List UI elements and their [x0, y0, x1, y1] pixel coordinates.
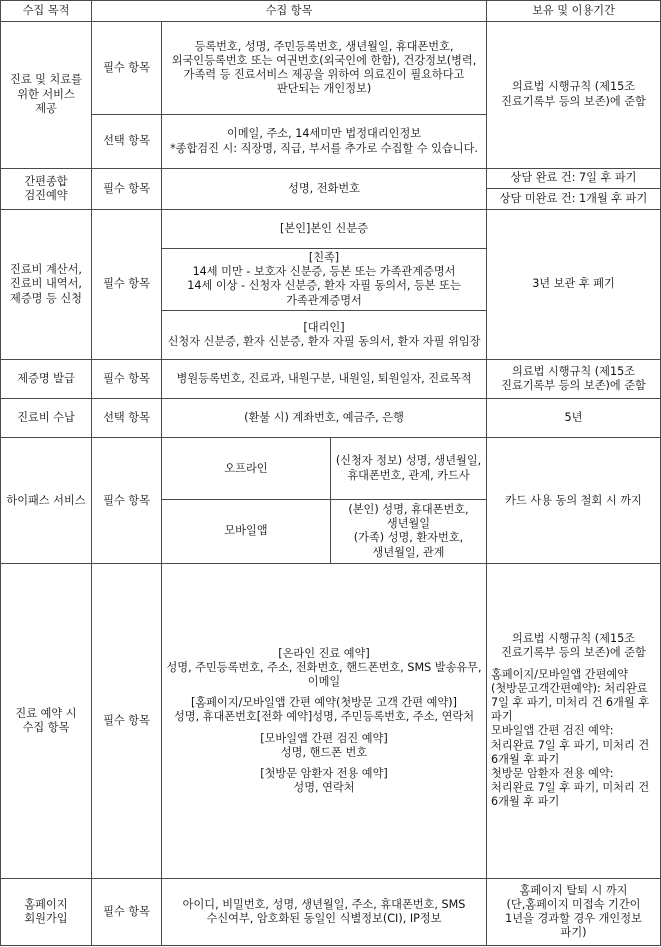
items-certificate: 병원등록번호, 진료과, 내원구분, 내원일, 퇴원일자, 진료목적 [162, 360, 487, 399]
optional-items: 이메일, 주소, 14세미만 법정대리인정보 [226, 127, 422, 141]
header-purpose: 수집 목적 [1, 1, 92, 22]
label-required: 필수 항목 [92, 563, 162, 878]
items-payment: (환불 시) 계좌번호, 예금주, 은행 [162, 399, 487, 438]
family-title: [친족] [308, 250, 340, 264]
items-treatment-optional [162, 115, 487, 169]
label-required: 필수 항목 [92, 168, 162, 209]
items-hipass-offline: (신청자 정보) 성명, 생년월일, 휴대폰번호, 관계, 카드사 [331, 438, 487, 500]
items-billing-family [162, 249, 487, 311]
online-items: 성명, 주민등록번호, 주소, 전화번호, 핸드폰번호, SMS 발송유무, 이메일 [166, 660, 482, 688]
row-payment [1, 399, 661, 438]
purpose-checkup: 간편종합 검진예약 [1, 168, 92, 209]
label-required: 필수 항목 [92, 438, 162, 564]
period-membership [487, 878, 661, 945]
row-checkup [1, 168, 661, 189]
family-under-14: 14세 미만 - 보호자 신분증, 등본 또는 가족관계증명서 [192, 265, 456, 279]
label-optional: 선택 항목 [92, 399, 162, 438]
purpose-certificate: 제증명 발급 [1, 360, 92, 399]
label-required: 필수 항목 [92, 878, 162, 945]
period-law: 의료법 시행규칙 (제15조 진료기록부 등의 보존)에 준함 [501, 632, 646, 660]
hipass-offline-label: 오프라인 [162, 438, 331, 500]
header-items: 수집 항목 [92, 1, 487, 22]
hipass-mobile-label: 모바일앱 [162, 500, 331, 564]
homepage-title: [홈페이지/모바일앱 간편 예약(첫방문 고객 간편 예약)] [191, 696, 457, 710]
purpose-reservation: 진료 예약 시 수집 항목 [1, 563, 92, 878]
agent-title: [대리인] [303, 320, 345, 334]
period-hipass: 카드 사용 동의 철회 시 까지 [487, 438, 661, 564]
period-checkup-done: 상담 완료 건: 7일 후 파기 [487, 168, 661, 189]
label-required: 필수 항목 [92, 21, 162, 115]
label-required: 필수 항목 [92, 360, 162, 399]
items-treatment-required: 등록번호, 성명, 주민등록번호, 생년월일, 휴대폰번호, 외국인등록번호 또는 여권번호(외국인에 한함), 건강정보(병력, 가족력 등 진료서비스 제공을 위하여 의료진이 필요하다고 판단되는 개인정보) [162, 21, 487, 115]
row-billing [1, 209, 661, 248]
online-title: [온라인 진료 예약] [278, 646, 370, 660]
period-inactive: (단,홈페이지 미접속 기간이 1년을 경과할 경우 개인정보 파기) [505, 897, 642, 940]
header-period: 보유 및 이용기간 [487, 1, 661, 22]
period-mobile: 모바일앱 간편 검진 예약:처리완료 7일 후 파기, 미처리 건 6개월 후 파기 [491, 724, 650, 766]
cancer-items: 성명, 연락처 [293, 781, 355, 795]
purpose-hipass: 하이패스 서비스 [1, 438, 92, 564]
row-treatment [1, 21, 661, 115]
items-reservation [162, 563, 487, 878]
purpose-payment: 진료비 수납 [1, 399, 92, 438]
items-billing-agent [162, 310, 487, 359]
mobile-self: (본인) 성명, 휴대폰번호, 생년월일 [348, 503, 469, 531]
period-billing: 3년 보관 후 폐기 [487, 209, 661, 359]
agent-items: 신청자 신분증, 환자 신분증, 환자 자필 동의서, 환자 자필 위임장 [167, 334, 481, 348]
header-row [1, 1, 661, 22]
period-certificate: 의료법 시행규칙 (제15조 진료기록부 등의 보존)에 준함 [487, 360, 661, 399]
label-required: 필수 항목 [92, 209, 162, 359]
period-cancer: 첫방문 암환자 전용 예약:처리완료 7일 후 파기, 미처리 건 6개월 후 파기 [491, 767, 650, 809]
row-hipass-offline [1, 438, 661, 500]
homepage-items: 성명, 휴대폰번호[전화 예약]성명, 주민등록번호, 주소, 연락처 [173, 710, 475, 724]
mobile-checkup-title: [모바일앱 간편 검진 예약] [260, 731, 388, 745]
period-withdrawal: 홈페이지 탈퇴 시 까지 [519, 883, 628, 897]
purpose-membership: 홈페이지 회원가입 [1, 878, 92, 945]
mobile-family: (가족) 성명, 환자번호, 생년월일, 관계 [353, 531, 464, 559]
checkup-note: *종합검진 시: 직장명, 직급, 부서를 추가로 수집할 수 있습니다. [170, 141, 478, 155]
family-over-14: 14세 이상 - 신청자 신분증, 환자 자필 동의서, 등본 또는 가족관계증명서 [187, 279, 461, 307]
items-hipass-mobile [331, 500, 487, 564]
row-reservation [1, 563, 661, 878]
row-certificate [1, 360, 661, 399]
items-billing-self: [본인]본인 신분증 [162, 209, 487, 248]
period-treatment: 의료법 시행규칙 (제15조 진료기록부 등의 보존)에 준함 [487, 21, 661, 168]
row-membership [1, 878, 661, 945]
items-membership: 아이디, 비밀번호, 성명, 생년월일, 주소, 휴대폰번호, SMS 수신여부, 암호화된 동일인 식별정보(CI), IP정보 [162, 878, 487, 945]
purpose-billing: 진료비 계산서, 진료비 내역서, 제증명 등 신청 [1, 209, 92, 359]
period-reservation [487, 563, 661, 878]
items-checkup: 성명, 전화번호 [162, 168, 487, 209]
period-homepage: 홈페이지/모바일앱 간편예약(첫방문고객간편예약): 처리완료 7일 후 파기, 미처리 건 6개월 후 파기 [491, 667, 650, 724]
purpose-treatment: 진료 및 치료를 위한 서비스 제공 [1, 21, 92, 168]
cancer-title: [첫방문 암환자 전용 예약] [260, 766, 388, 780]
period-checkup-pending: 상담 미완료 건: 1개월 후 파기 [487, 189, 661, 210]
label-optional: 선택 항목 [92, 115, 162, 169]
period-payment: 5년 [487, 399, 661, 438]
mobile-checkup-items: 성명, 핸드폰 번호 [280, 745, 368, 759]
